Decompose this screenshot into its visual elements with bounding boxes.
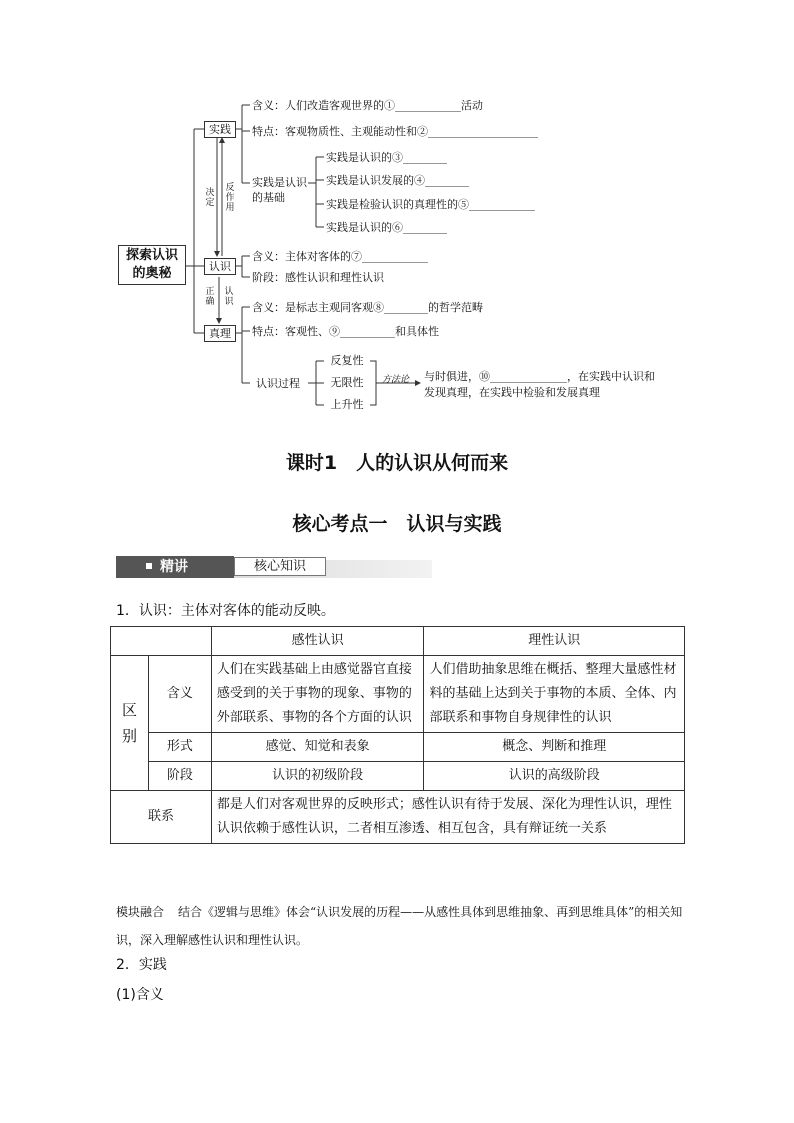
arrow-label-decide: 决定 <box>205 188 215 208</box>
node-practice: 实践 <box>204 121 236 138</box>
header-rational: 理性认识 <box>424 627 685 656</box>
basis-item: 实践是检验认识的真理性的⑤____________ <box>326 198 535 211</box>
truth-conclusion-2: 发现真理，在实践中检验和发展真理 <box>424 386 600 399</box>
cell-rational: 认识的高级阶段 <box>424 762 685 791</box>
table-row <box>111 733 685 762</box>
cell-perceptual: 感觉、知觉和表象 <box>211 733 424 762</box>
cell-rational: 人们借助抽象思维在概括、整理大量感性材料的基础上达到关于事物的本质、全体、内部联系和事物自身规律性的认识 <box>424 656 685 733</box>
basis-item: 实践是认识的③________ <box>326 151 447 164</box>
table-row <box>111 762 685 791</box>
section-banner <box>116 556 432 582</box>
practice-meaning: 含义：人们改造客观世界的①____________活动 <box>252 99 483 112</box>
process-label: 认识过程 <box>256 377 300 390</box>
arrow-label-correct: 正确 <box>205 287 215 307</box>
cell-rational: 概念、判断和推理 <box>424 733 685 762</box>
cognition-meaning: 含义：主体对客体的⑦____________ <box>252 250 428 263</box>
basis-item: 实践是认识发展的④________ <box>326 174 469 187</box>
truth-conclusion-1: 与时俱进，⑩______________，在实践中认识和 <box>424 370 655 383</box>
section-title: 核心考点一 认识与实践 <box>292 513 502 535</box>
note-label: 模块融合 <box>116 905 165 919</box>
practice-feature: 特点：客观物质性、主观能动性和②____________________ <box>252 125 538 138</box>
method-label: 方法论 <box>382 375 410 385</box>
table-corner <box>111 627 212 656</box>
table-row <box>111 791 685 844</box>
arrow-label-know: 认识 <box>224 287 234 307</box>
row-label: 含义 <box>148 656 211 733</box>
node-cognition: 认识 <box>204 258 236 275</box>
practice-basis-label: 实践是认识的基础 <box>252 176 307 204</box>
process-bracket <box>0 0 794 430</box>
row-label: 形式 <box>148 733 211 762</box>
banner-light: 核心知识 <box>234 557 326 576</box>
arrow-label-react: 反作用 <box>225 183 235 213</box>
link-text: 都是人们对客观世界的反映形式；感性认识有待于发展、深化为理性认识，理性认识依赖于感性认识，二者相互渗透、相互包含，具有辩证统一关系 <box>211 791 684 844</box>
basis-item: 实践是认识的⑥________ <box>326 221 447 234</box>
lesson-title: 课时1 人的认识从何而来 <box>285 452 509 474</box>
process-item: 无限性 <box>324 375 370 392</box>
banner-dark <box>116 556 234 578</box>
cell-perceptual: 人们在实践基础上由感觉器官直接感受到的关于事物的现象、事物的外部联系、事物的各个方面的认识 <box>211 656 424 733</box>
diff-label: 区别 <box>111 656 149 791</box>
truth-feature: 特点：客观性、⑨__________和具体性 <box>252 325 439 338</box>
table-header-row <box>111 627 685 656</box>
banner-dark-label: 精讲 <box>160 559 188 575</box>
cell-perceptual: 认识的初级阶段 <box>211 762 424 791</box>
process-item: 反复性 <box>324 353 370 370</box>
point-2: 2．实践 <box>116 957 167 973</box>
mindmap-root: 探索认识的奥秘 <box>118 245 186 285</box>
link-label: 联系 <box>111 791 212 844</box>
point-1: 1．认识：主体对客体的能动反映。 <box>116 603 335 619</box>
point-2-sub: (1)含义 <box>116 987 164 1003</box>
note-text: 结合《逻辑与思维》体会“认识发展的历程——从感性具体到思维抽象、再到思维具体”的相关知识，深入理解感性认识和理性认识。 <box>116 905 683 947</box>
node-truth: 真理 <box>204 325 236 342</box>
table-row <box>111 656 685 733</box>
header-perceptual: 感性认识 <box>211 627 424 656</box>
row-label: 阶段 <box>148 762 211 791</box>
module-note <box>116 898 688 954</box>
process-item: 上升性 <box>324 397 370 414</box>
square-icon <box>146 563 152 569</box>
cognition-stage: 阶段：感性认识和理性认识 <box>252 271 384 284</box>
knowledge-table <box>110 626 685 844</box>
truth-meaning: 含义：是标志主观同客观⑧________的哲学范畴 <box>252 301 483 314</box>
